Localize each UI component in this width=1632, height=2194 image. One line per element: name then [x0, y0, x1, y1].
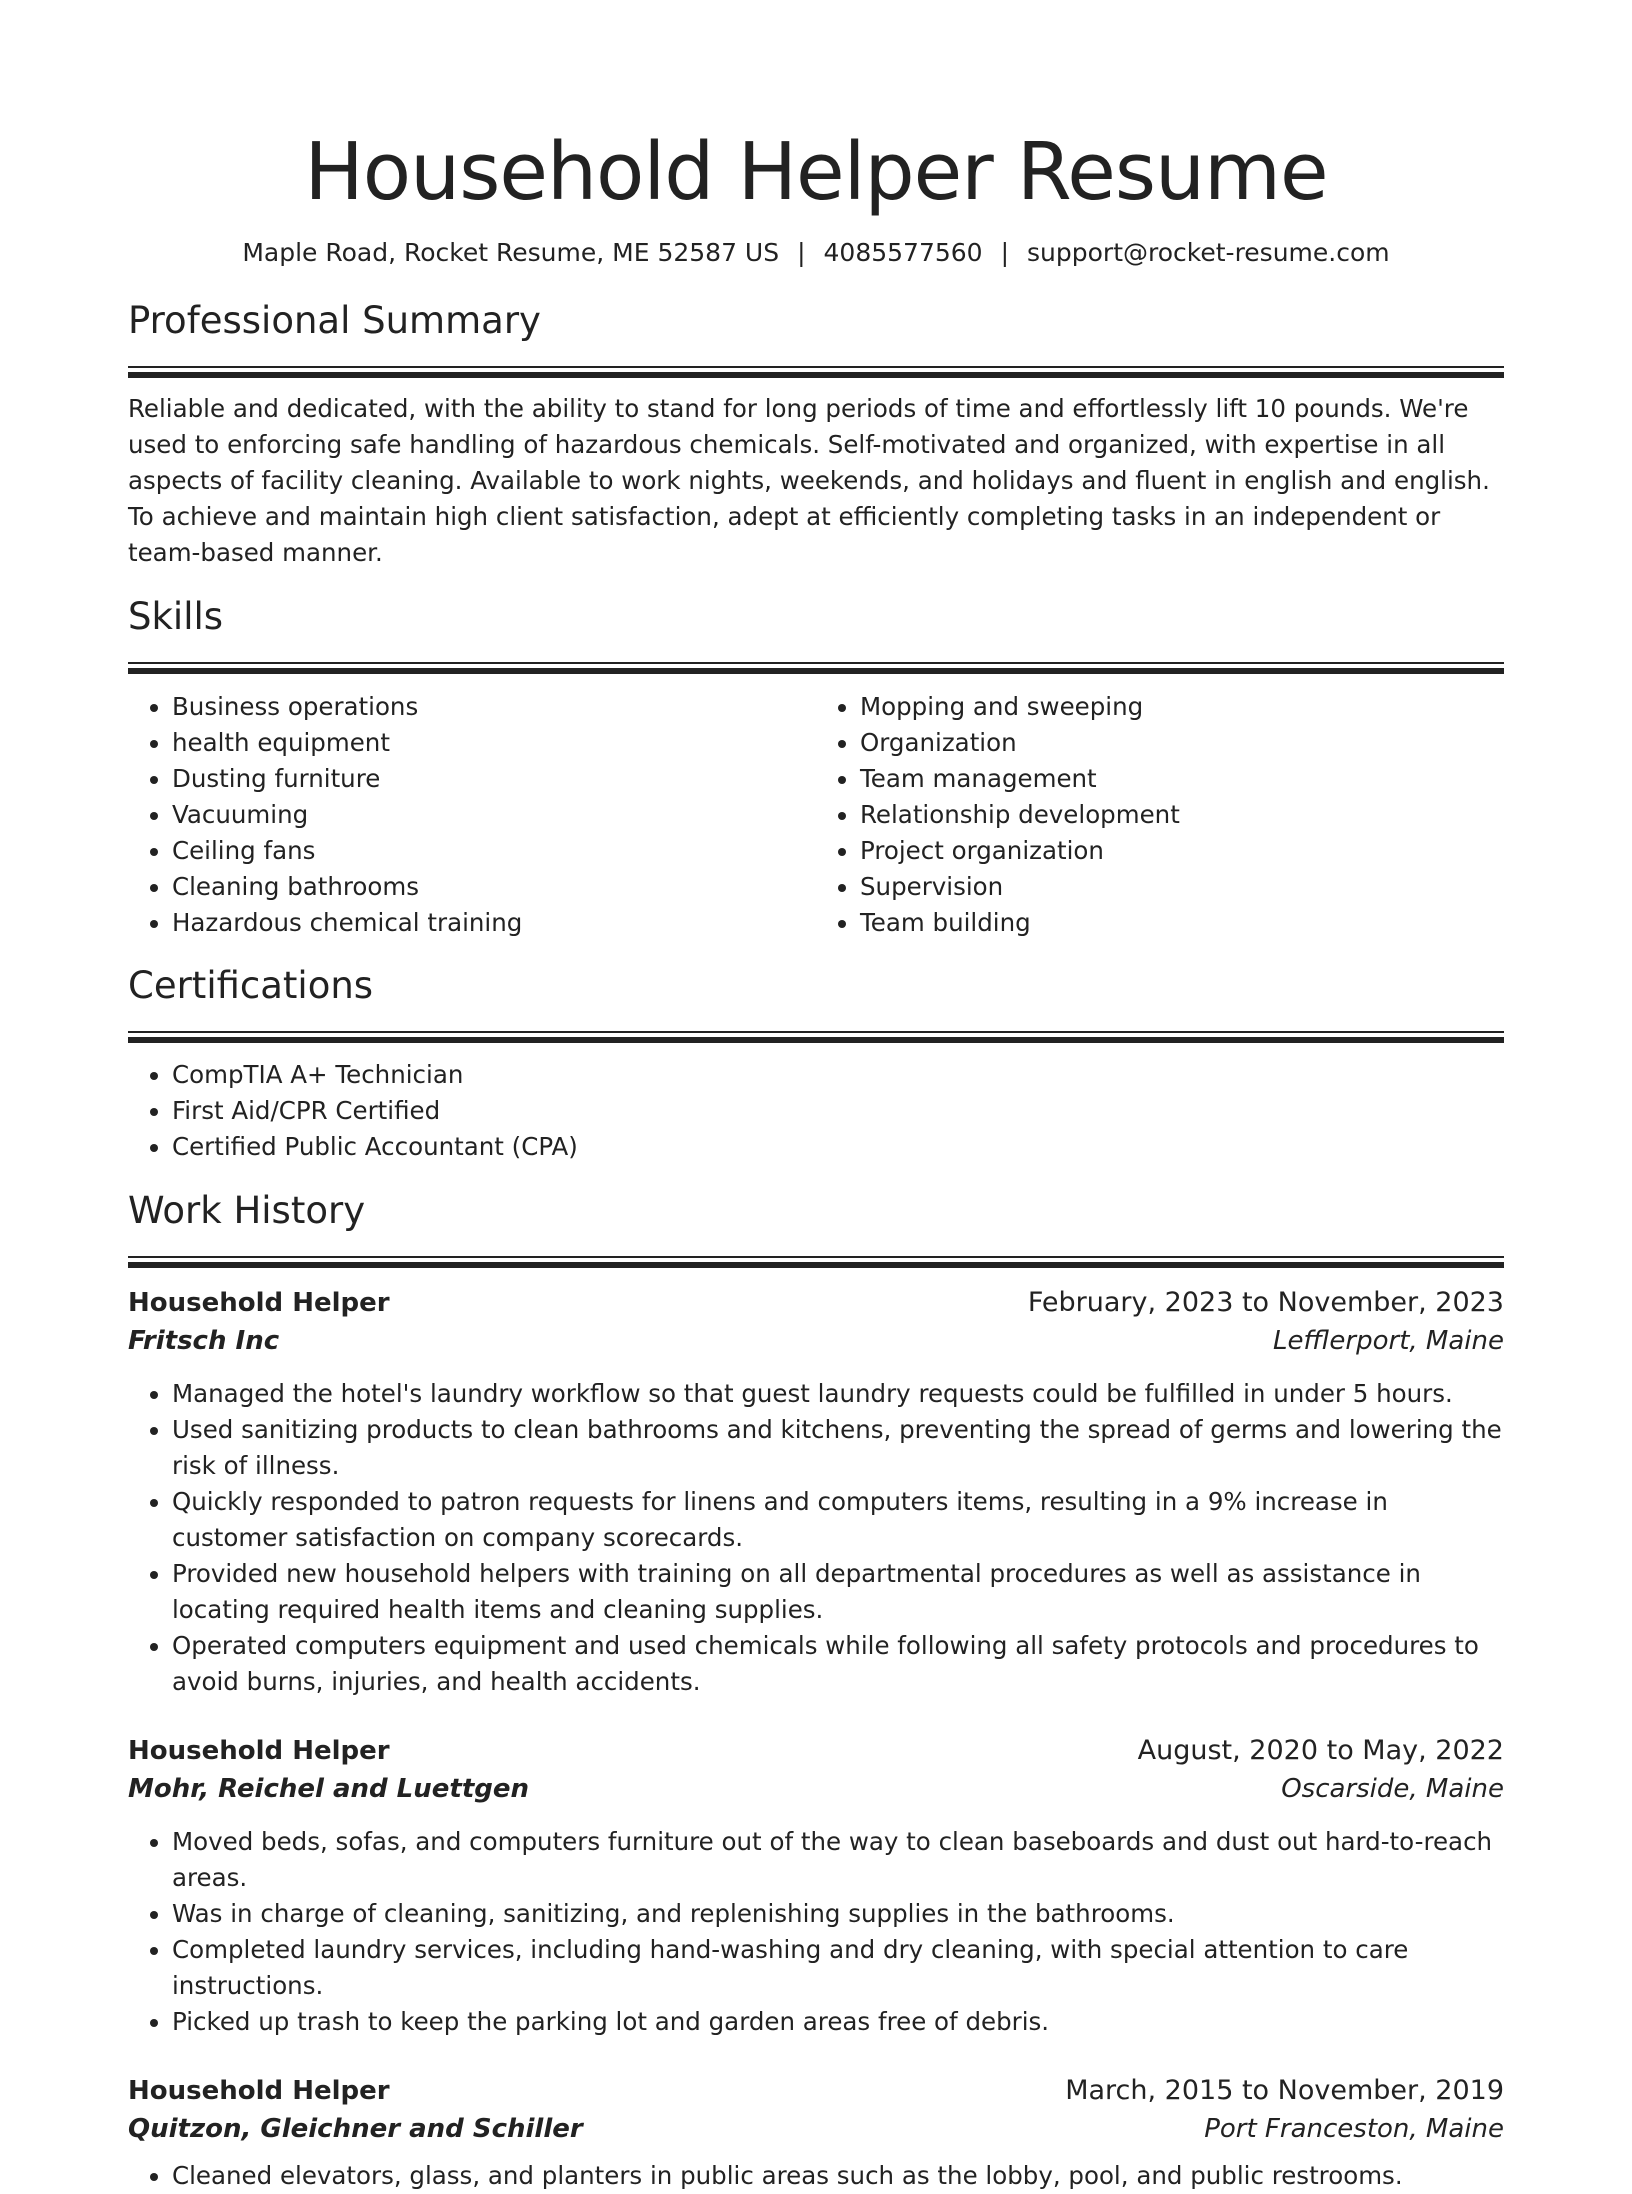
skill-item: • Team building	[860, 905, 1504, 941]
skill-item: • Project organization	[860, 833, 1504, 869]
job-company-row	[128, 1770, 1504, 1808]
job-bullet: • Picked up trash to keep the parking lot and garden areas free of debris.	[172, 2004, 1504, 2040]
job-company-row	[128, 2110, 1504, 2148]
summary-text: Reliable and dedicated, with the ability to stand for long periods of time and effortlessly lift 10 pounds. We're used to enforcing safe handling of hazardous chemicals. Self-motivated and organized, with expertise in all aspects of facility cleaning. Available to work nights, weekends, and holidays and fluent in english and english. To achieve and maintain high client satisfaction, adept at efficiently completing tasks in an independent or team-based manner.	[128, 394, 1490, 567]
job-location: Oscarside, Maine	[1281, 1774, 1504, 1804]
contact-line	[128, 238, 1504, 268]
job-bullet: • Managed the hotel's laundry workflow so that guest laundry requests could be fulfilled in under 5 hours.	[172, 1376, 1504, 1412]
job-company: Fritsch Inc	[128, 1326, 280, 1356]
job-bullets	[128, 1376, 1504, 1700]
skills-columns	[128, 689, 1504, 941]
skill-item: • Ceiling fans	[172, 833, 816, 869]
contact-separator: |	[797, 238, 806, 267]
certification-item: • CompTIA A+ Technician	[172, 1057, 1504, 1093]
job-title: Household Helper	[128, 1288, 390, 1318]
section-heading-skills: Skills	[128, 595, 224, 638]
job-title: Household Helper	[128, 2076, 390, 2106]
job-bullet: • Operated computers equipment and used chemicals while following all safety protocols and procedures to avoid burns, injuries, and health accidents.	[172, 1628, 1504, 1700]
job-header-row	[128, 1732, 1504, 1770]
contact-phone: 4085577560	[823, 238, 983, 267]
job-bullet: • Provided new household helpers with training on all departmental procedures as well as assistance in locating required health items and cleaning supplies.	[172, 1556, 1504, 1628]
job-dates: March, 2015 to November, 2019	[1065, 2075, 1504, 2106]
section-heading-certifications: Certifications	[128, 964, 374, 1007]
job-dates: August, 2020 to May, 2022	[1137, 1735, 1504, 1766]
job-bullet: • Completed laundry services, including hand-washing and dry cleaning, with special attention to care instructions.	[172, 1932, 1504, 2004]
certification-item: • Certified Public Accountant (CPA)	[172, 1129, 1504, 1165]
job-entry	[128, 1284, 1504, 1700]
skill-item: • Business operations	[172, 689, 816, 725]
skill-item: • Dusting furniture	[172, 761, 816, 797]
job-bullets	[128, 2158, 1504, 2194]
skill-item: • Supervision	[860, 869, 1504, 905]
job-bullets	[128, 1824, 1504, 2040]
work-history-section	[128, 1188, 1504, 2194]
certifications-section	[128, 963, 1504, 1165]
job-company: Mohr, Reichel and Luettgen	[128, 1774, 530, 1804]
job-header-row	[128, 2072, 1504, 2110]
skill-item: • Organization	[860, 725, 1504, 761]
skill-item: • Mopping and sweeping	[860, 689, 1504, 725]
contact-separator: |	[1000, 238, 1010, 267]
section-divider	[128, 662, 1504, 676]
job-title: Household Helper	[128, 1736, 390, 1766]
skill-item: • Relationship development	[860, 797, 1504, 833]
job-bullet: • Cleaned elevators, glass, and planters in public areas such as the lobby, pool, and public restrooms.	[172, 2158, 1504, 2194]
job-bullet: • Was in charge of cleaning, sanitizing, and replenishing supplies in the bathrooms.	[172, 1896, 1504, 1932]
job-bullet: • Quickly responded to patron requests for linens and computers items, resulting in a 9% increase in customer satisfaction on company scorecards.	[172, 1484, 1504, 1556]
job-entry	[128, 2072, 1504, 2194]
skill-item: • Cleaning bathrooms	[172, 869, 816, 905]
skills-list-right	[816, 689, 1504, 941]
certification-item: • First Aid/CPR Certified	[172, 1093, 1504, 1129]
job-bullet: • Used sanitizing products to clean bathrooms and kitchens, preventing the spread of germs and lowering the risk of illness.	[172, 1412, 1504, 1484]
page-title: Household Helper Resume	[304, 126, 1328, 218]
skills-list-left	[128, 689, 816, 941]
skill-item: • Team management	[860, 761, 1504, 797]
section-divider	[128, 1256, 1504, 1270]
summary-section	[128, 298, 1504, 571]
job-header-row	[128, 1284, 1504, 1322]
job-location: Port Franceston, Maine	[1204, 2114, 1504, 2144]
contact-address: Maple Road, Rocket Resume, ME 52587 US	[242, 238, 780, 267]
skill-item: • Vacuuming	[172, 797, 816, 833]
section-heading-summary: Professional Summary	[128, 299, 541, 342]
section-divider	[128, 366, 1504, 380]
section-divider	[128, 1031, 1504, 1045]
skill-item: • health equipment	[172, 725, 816, 761]
job-company: Quitzon, Gleichner and Schiller	[128, 2114, 583, 2144]
job-location: Lefflerport, Maine	[1272, 1326, 1504, 1356]
job-entry	[128, 1732, 1504, 2040]
section-heading-work-history: Work History	[128, 1189, 366, 1232]
job-company-row	[128, 1322, 1504, 1360]
contact-email: support@rocket-resume.com	[1027, 238, 1390, 267]
job-dates: February, 2023 to November, 2023	[1027, 1287, 1504, 1318]
skills-section	[128, 594, 1504, 941]
certifications-list	[128, 1057, 1504, 1165]
job-bullet: • Moved beds, sofas, and computers furniture out of the way to clean baseboards and dust out hard-to-reach areas.	[172, 1824, 1504, 1896]
skill-item: • Hazardous chemical training	[172, 905, 816, 941]
